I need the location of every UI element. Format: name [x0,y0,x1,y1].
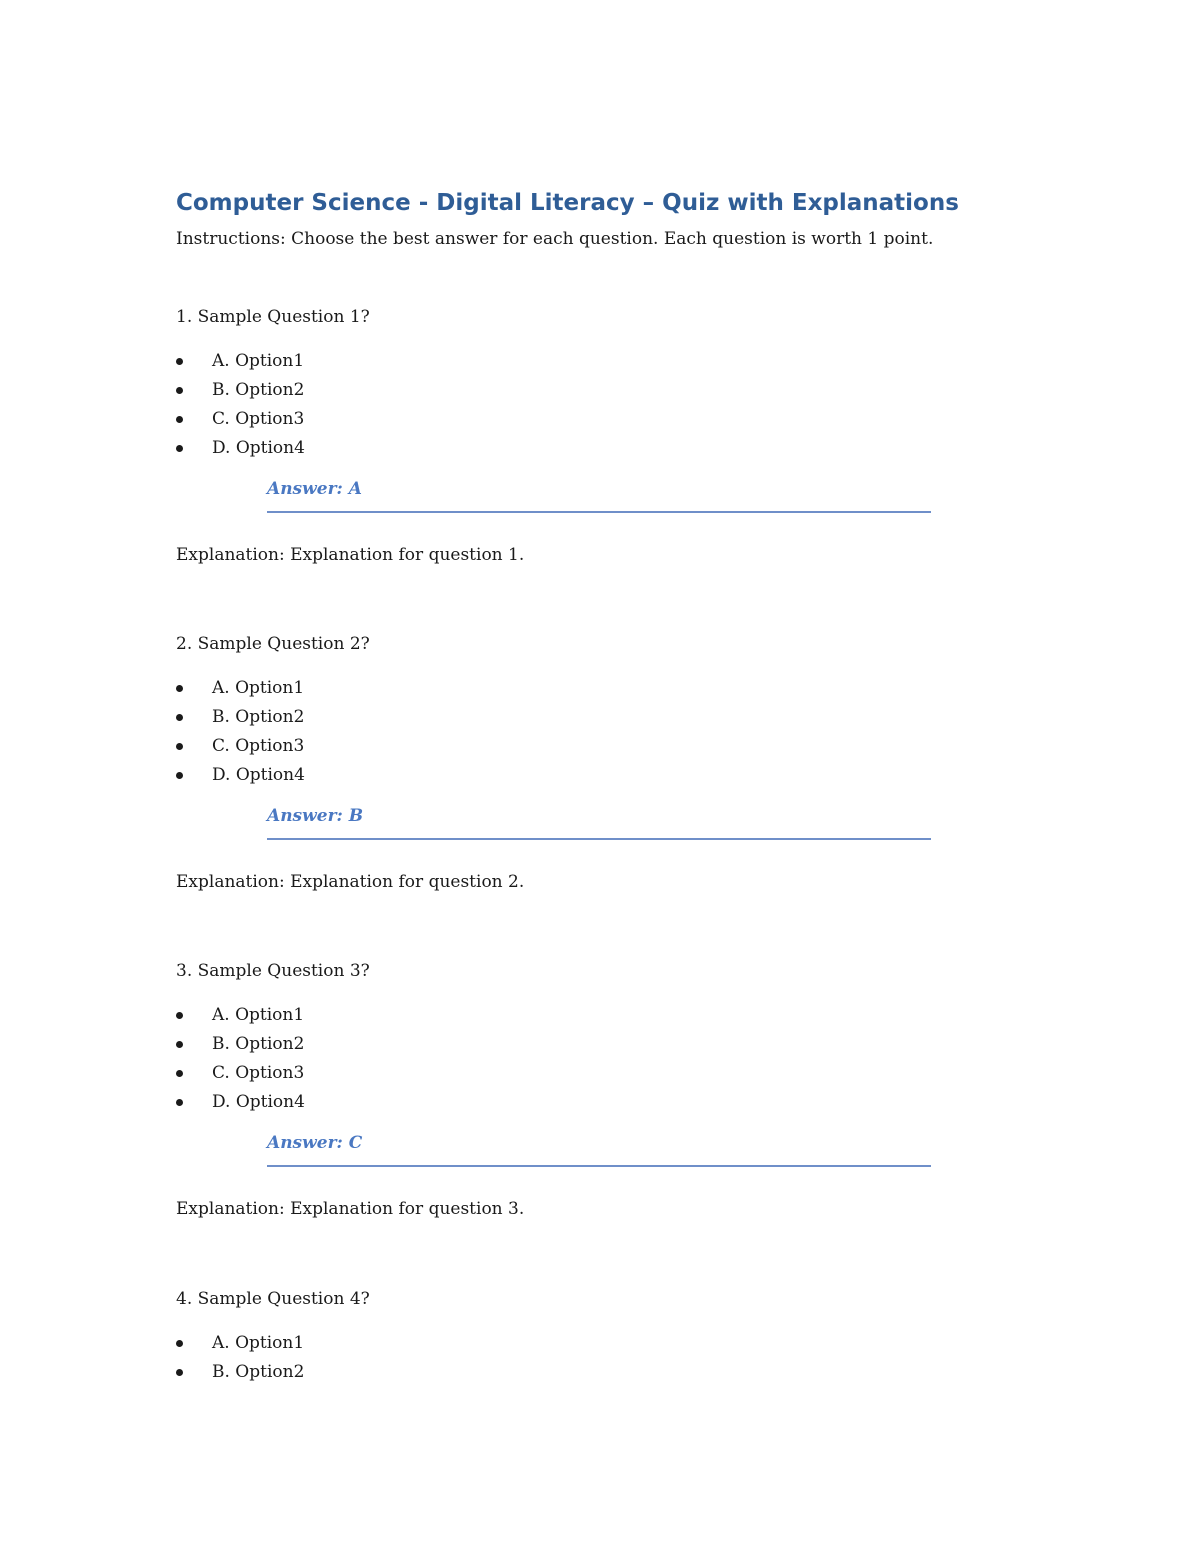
bullet-icon [176,1041,183,1048]
question-text: 3. Sample Question 3? [176,961,370,981]
answer-text: Answer: A [267,479,362,499]
option-label: B. Option2 [212,707,305,727]
question-text: 4. Sample Question 4? [176,1289,370,1309]
option-label: A. Option1 [212,1005,305,1025]
question-block [176,307,976,607]
explanation-text: Explanation: Explanation for question 2. [176,872,525,892]
question-text: 1. Sample Question 1? [176,307,370,327]
bullet-icon [176,358,183,365]
question-text: 2. Sample Question 2? [176,634,370,654]
instructions: Instructions: Choose the best answer for each question. Each question is worth 1 point. [176,229,934,249]
option-label: B. Option2 [212,380,305,400]
answer-line [267,806,931,840]
explanation-text: Explanation: Explanation for question 3. [176,1199,525,1219]
bullet-icon [176,1070,183,1077]
bullet-icon [176,714,183,721]
option-label: A. Option1 [212,1333,305,1353]
page-title: Computer Science - Digital Literacy – Quiz with Explanations [176,190,959,216]
bullet-icon [176,387,183,394]
option-label: B. Option2 [212,1362,305,1382]
bullet-icon [176,685,183,692]
option-label: C. Option3 [212,409,305,429]
option-label: D. Option4 [212,765,305,785]
option-label: C. Option3 [212,1063,305,1083]
option-label: D. Option4 [212,438,305,458]
bullet-icon [176,1369,183,1376]
option-label: D. Option4 [212,1092,305,1112]
option-label: A. Option1 [212,351,305,371]
question-block [176,961,976,1261]
answer-line [267,479,931,513]
option-label: C. Option3 [212,736,305,756]
option-label: A. Option1 [212,678,305,698]
bullet-icon [176,1099,183,1106]
bullet-icon [176,1012,183,1019]
answer-text: Answer: B [267,806,364,826]
bullet-icon [176,445,183,452]
bullet-icon [176,772,183,779]
option-label: B. Option2 [212,1034,305,1054]
answer-line [267,1133,931,1167]
answer-text: Answer: C [267,1133,363,1153]
bullet-icon [176,1340,183,1347]
question-block [176,1289,976,1399]
bullet-icon [176,743,183,750]
explanation-text: Explanation: Explanation for question 1. [176,545,525,565]
question-block [176,634,976,934]
bullet-icon [176,416,183,423]
